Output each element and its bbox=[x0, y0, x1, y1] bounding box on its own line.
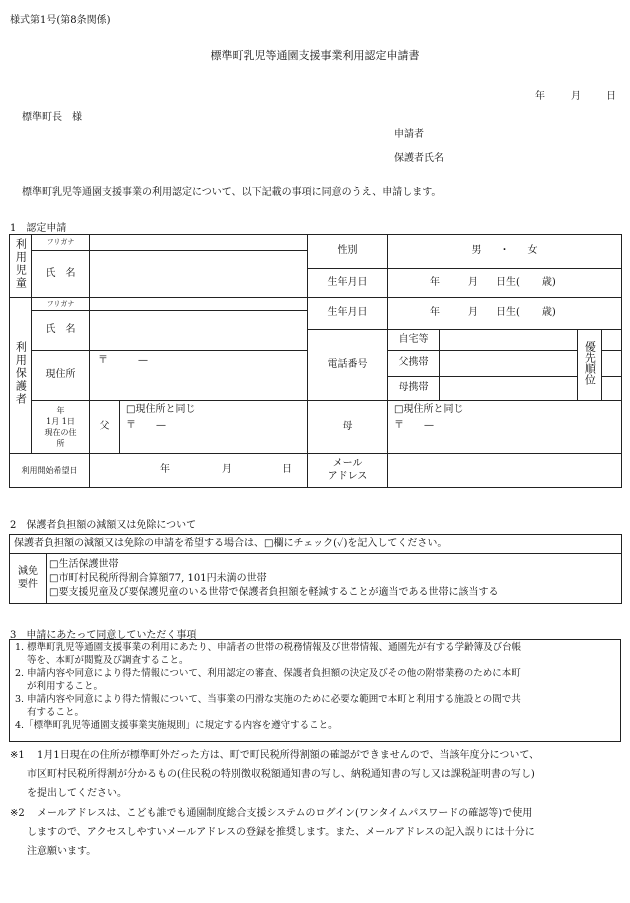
reduction-options bbox=[47, 554, 622, 604]
section3-heading: 3 申請にあたって同意していただく事項 bbox=[10, 630, 197, 641]
consent-item-4 bbox=[10, 719, 620, 732]
reduction-requirement-label bbox=[10, 554, 47, 604]
consent-2-line2: が利用すること。 bbox=[27, 681, 104, 692]
jan1-address-label bbox=[32, 401, 90, 454]
option-support-child-checkbox[interactable]: □要支援児童及び要保護児童のいる世帯で保護者負担額を軽減することが適当である世帯に該当する bbox=[49, 586, 499, 598]
consent-item-1 bbox=[10, 640, 620, 667]
child-dob-age: 歳) bbox=[541, 276, 556, 288]
phone-label: 電話番号 bbox=[308, 330, 388, 401]
note-2-line3: 注意願います。 bbox=[27, 846, 97, 857]
sex-female[interactable]: 女 bbox=[527, 245, 538, 257]
mother-postal: 〒 — bbox=[394, 419, 434, 431]
consent-box bbox=[9, 639, 621, 742]
child-name-label: 氏 名 bbox=[32, 251, 90, 298]
home-phone-label: 自宅等 bbox=[388, 330, 440, 351]
date-year: 年 bbox=[535, 91, 545, 102]
consent-1-line2: 等を、本町が閲覧及び調査すること。 bbox=[27, 655, 189, 666]
address-label: 現住所 bbox=[32, 351, 90, 401]
sex-field[interactable] bbox=[388, 235, 622, 269]
mother-label: 母 bbox=[308, 401, 388, 454]
consent-3-line2: 有すること。 bbox=[27, 707, 85, 718]
guardian-dob-day: 日生( bbox=[496, 307, 520, 319]
guardian-furigana-label: フリガナ bbox=[32, 298, 90, 311]
guardian-dob-label: 生年月日 bbox=[308, 298, 388, 330]
child-furigana-label: フリガナ bbox=[32, 235, 90, 251]
father-same-address-checkbox[interactable]: □現住所と同じ bbox=[126, 404, 196, 415]
jan1-line2: 1月 1日 bbox=[46, 417, 75, 426]
start-date-label: 利用開始希望日 bbox=[10, 454, 90, 488]
guardian-label: 利用保護者 bbox=[14, 340, 28, 406]
sex-separator: ・ bbox=[499, 245, 510, 257]
child-label: 利用児童 bbox=[14, 237, 28, 290]
child-dob-year: 年 bbox=[430, 276, 440, 288]
father-mobile-label: 父携帯 bbox=[388, 351, 440, 377]
note-2 bbox=[10, 806, 622, 860]
date-day: 日 bbox=[606, 91, 616, 102]
home-phone-field[interactable] bbox=[440, 330, 578, 351]
email-label-line1: メール bbox=[332, 458, 363, 469]
child-dob-label: 生年月日 bbox=[308, 269, 388, 298]
guardian-dob-age: 歳) bbox=[541, 307, 556, 319]
child-dob-month: 月 bbox=[468, 276, 478, 288]
date-month: 月 bbox=[571, 91, 581, 102]
start-year: 年 bbox=[160, 464, 170, 476]
reduction-table bbox=[9, 534, 622, 604]
mother-jan1-address[interactable] bbox=[388, 401, 622, 454]
note-1-line2: 市区町村民税所得割が分かるもの(住民税の特別徴収税額通知書の写し、納税通知書の写し又は課税証明書の写し) bbox=[27, 769, 535, 780]
guardian-cell bbox=[10, 298, 32, 454]
consent-item-2 bbox=[10, 667, 620, 693]
address-postal: 〒 — bbox=[98, 355, 148, 366]
child-furigana-field[interactable] bbox=[90, 235, 308, 251]
consent-2-line1: 2. 申請内容や同意により得た情報について、利用認定の審査、保護者負担額の決定及びその他の附帯業務のために本町 bbox=[15, 668, 521, 679]
child-dob-day: 日生( bbox=[496, 276, 520, 288]
requirement-line2: 要件 bbox=[18, 578, 38, 590]
application-table bbox=[9, 234, 622, 488]
address-field[interactable] bbox=[90, 351, 308, 401]
section2-heading: 2 保護者負担額の減額又は免除について bbox=[10, 520, 197, 531]
guardian-name-label: 保護者氏名 bbox=[394, 153, 444, 164]
section1-heading: 1 認定申請 bbox=[10, 223, 67, 234]
email-label-line2: アドレス bbox=[327, 470, 368, 482]
email-field[interactable] bbox=[388, 454, 622, 488]
priority-label: 優先順位 bbox=[583, 340, 597, 385]
guardian-dob-field[interactable] bbox=[388, 298, 622, 330]
priority-father[interactable] bbox=[602, 351, 622, 377]
note-2-line2: しますので、アクセスしやすいメールアドレスの登録を推奨します。また、メールアドレスの記入誤りには十分に bbox=[27, 827, 535, 838]
start-day: 日 bbox=[282, 464, 292, 476]
guardian-name-field[interactable] bbox=[90, 311, 308, 351]
sex-label: 性別 bbox=[308, 235, 388, 269]
note-1 bbox=[10, 748, 622, 802]
reduction-instruction: 保護者負担額の減額又は免除の申請を希望する場合は、□欄にチェック(✓)を記入してください。 bbox=[10, 535, 622, 554]
jan1-line1: 年 bbox=[56, 406, 65, 415]
form-title: 標準町乳児等通園支援事業利用認定申請書 bbox=[210, 49, 420, 62]
option-low-tax-checkbox[interactable]: □市町村民税所得割合算額77, 101円未満の世帯 bbox=[49, 572, 267, 584]
email-label bbox=[308, 454, 388, 488]
addressee: 標準町長 様 bbox=[22, 112, 82, 123]
guardian-dob-month: 月 bbox=[468, 307, 478, 319]
mother-mobile-field[interactable] bbox=[440, 377, 578, 401]
priority-home[interactable] bbox=[602, 330, 622, 351]
option-welfare-checkbox[interactable]: □生活保護世帯 bbox=[49, 558, 119, 570]
jan1-line3: 現在の住 bbox=[44, 428, 77, 437]
start-month: 月 bbox=[222, 464, 232, 476]
child-name-field[interactable] bbox=[90, 251, 308, 298]
note-1-line1: 1月1日現在の住所が標準町外だった方は、町で町民税所得割額の確認ができませんので、当該年度分について、 bbox=[37, 750, 540, 761]
applicant-label: 申請者 bbox=[394, 129, 424, 140]
consent-3-line1: 3. 申請内容や同意により得た情報について、当事業の円滑な実施のために必要な範囲で本町と利用する施設との間で共 bbox=[15, 694, 521, 705]
sex-male[interactable]: 男 bbox=[471, 245, 482, 257]
father-postal: 〒 — bbox=[126, 419, 166, 431]
consent-1-line1: 1. 標準町乳児等通園支援事業の利用にあたり、申請者の世帯の税務情報及び世帯情報、通園先が有する学齢簿及び台帳 bbox=[15, 642, 522, 653]
father-mobile-field[interactable] bbox=[440, 351, 578, 377]
form-number: 様式第1号(第8条関係) bbox=[10, 15, 111, 26]
note-1-mark: ※1 bbox=[10, 750, 25, 761]
note-1-line3: を提出してください。 bbox=[27, 788, 127, 799]
jan1-line4: 所 bbox=[56, 439, 65, 448]
requirement-line1: 減免 bbox=[18, 566, 38, 577]
intro-text: 標準町乳児等通園支援事業の利用認定について、以下記載の事項に同意のうえ、申請します。 bbox=[22, 187, 442, 198]
father-label: 父 bbox=[90, 401, 120, 454]
child-cell bbox=[10, 235, 32, 298]
mother-mobile-label: 母携帯 bbox=[388, 377, 440, 401]
guardian-name-cell-label: 氏 名 bbox=[32, 311, 90, 351]
father-jan1-address[interactable] bbox=[120, 401, 308, 454]
consent-4-line1: 4.「標準町乳児等通園支援事業実施規則」に規定する内容を遵守すること。 bbox=[15, 720, 338, 731]
start-date-field[interactable] bbox=[90, 454, 308, 488]
note-2-line1: メールアドレスは、こども誰でも通園制度総合支援システムのログイン(ワンタイムパスワードの確認等)で使用 bbox=[37, 808, 533, 819]
child-dob-field[interactable] bbox=[388, 269, 622, 298]
priority-cell bbox=[578, 330, 602, 401]
priority-mother[interactable] bbox=[602, 377, 622, 401]
consent-item-3 bbox=[10, 693, 620, 719]
note-2-mark: ※2 bbox=[10, 808, 25, 819]
mother-same-address-checkbox[interactable]: □現住所と同じ bbox=[394, 404, 464, 415]
guardian-furigana-field[interactable] bbox=[90, 298, 308, 311]
guardian-dob-year: 年 bbox=[430, 307, 440, 319]
